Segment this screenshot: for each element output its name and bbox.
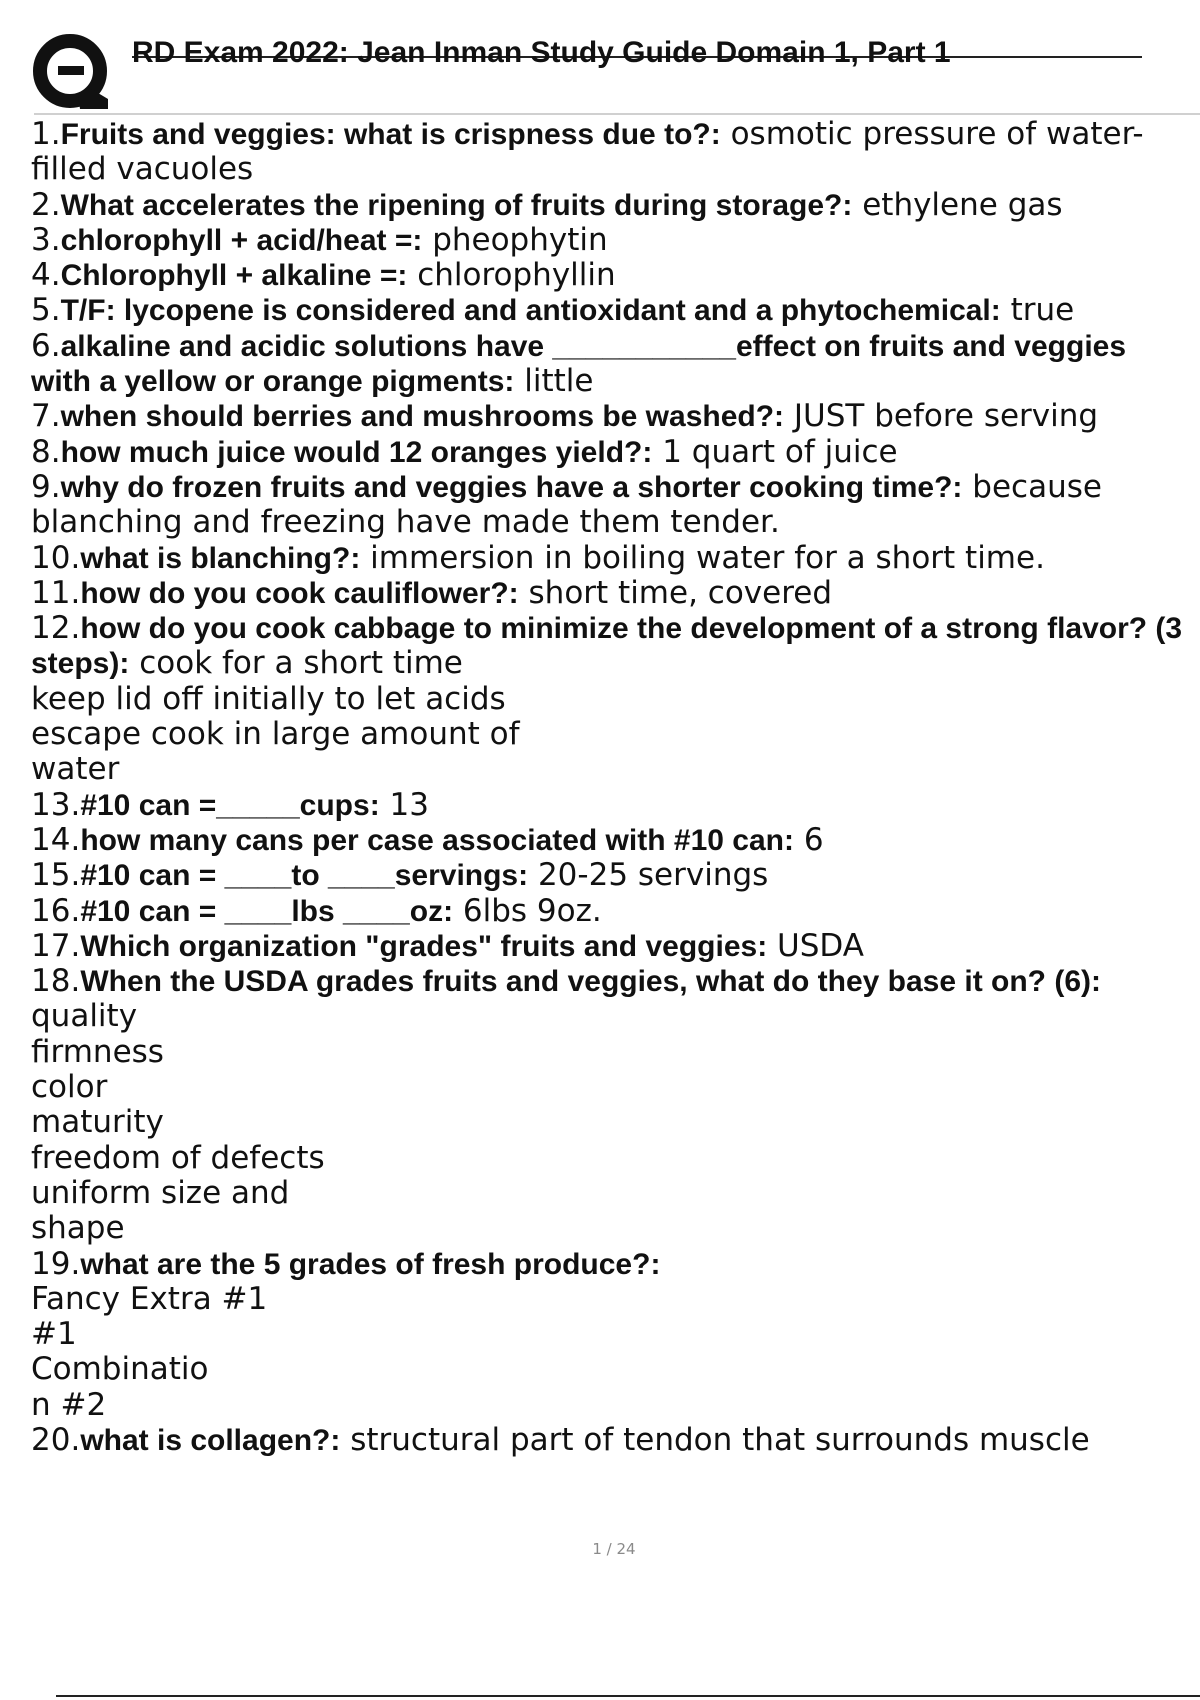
- question-item-10: [31, 541, 1191, 576]
- item-question: what is collagen?:: [80, 1423, 341, 1457]
- item-number: 7.: [31, 398, 61, 435]
- item-number: 3.: [31, 221, 61, 258]
- answer-line: #1: [31, 1316, 77, 1353]
- item-number: 14.: [31, 821, 81, 858]
- item-number: 19.: [31, 1245, 81, 1282]
- item-answer: structural part of tendon that surrounds muscle: [340, 1421, 1090, 1458]
- item-number: 15.: [31, 857, 81, 894]
- q-logo-icon: [32, 33, 112, 109]
- answer-line: water: [31, 751, 120, 788]
- item-question: alkaline and acidic solutions have ___________effect on fruits and veggies with a yellow or orange pigments:: [31, 329, 1127, 399]
- item-question: why do frozen fruits and veggies have a shorter cooking time?:: [60, 470, 963, 504]
- question-item-6: [31, 329, 1191, 400]
- item-question: how much juice would 12 oranges yield?:: [60, 435, 653, 469]
- item-question: Fruits and veggies: what is crispness due to?:: [60, 118, 721, 151]
- item-number: 20.: [31, 1421, 81, 1458]
- item-number: 6.: [31, 327, 61, 364]
- item-answer: immersion in boiling water for a short time.: [360, 539, 1045, 576]
- item-number: 8.: [31, 433, 61, 470]
- answer-line: keep lid off initially to let acids: [31, 680, 506, 717]
- item-number: 1.: [31, 116, 61, 152]
- item-number: 18.: [31, 963, 81, 1000]
- item-answer: short time, covered: [518, 574, 833, 611]
- item-question: T/F: lycopene is considered and antioxidant and a phytochemical:: [60, 294, 1001, 328]
- item-answer: 6: [793, 821, 824, 858]
- item-number: 13.: [31, 786, 81, 823]
- question-item-7: [31, 399, 1191, 434]
- answer-line: maturity: [31, 1104, 164, 1141]
- header-divider: [34, 113, 1200, 115]
- page-number: 1 / 24: [592, 1540, 636, 1558]
- item-number: 12.: [31, 610, 81, 647]
- question-item-17: [31, 929, 1191, 964]
- item-question: #10 can = ____to ____servings:: [80, 859, 529, 893]
- item-answer: because blanching and freezing have made them tender.: [31, 468, 1102, 541]
- item-answer: USDA: [767, 927, 864, 964]
- question-item-15: [31, 858, 1191, 893]
- item-answer: JUST before serving: [784, 398, 1099, 435]
- item-question: what are the 5 grades of fresh produce?:: [80, 1247, 661, 1281]
- question-item-3: [31, 223, 1191, 258]
- question-item-14: [31, 823, 1191, 858]
- item-answer: true: [1000, 292, 1075, 329]
- item-question: #10 can = ____lbs ____oz:: [80, 894, 454, 928]
- item-question: When the USDA grades fruits and veggies, what do they base it on? (6):: [80, 965, 1101, 999]
- question-item-13: [31, 788, 1191, 823]
- item-question: What accelerates the ripening of fruits during storage?:: [60, 188, 853, 222]
- item-question: how do you cook cauliflower?:: [80, 576, 519, 610]
- item-number: 9.: [31, 468, 61, 505]
- item-question: how many cans per case associated with #10 can:: [80, 823, 794, 857]
- answer-line: color: [31, 1069, 108, 1106]
- item-answer: ethylene gas: [852, 186, 1063, 223]
- question-item-5: [31, 293, 1191, 328]
- question-item-4: [31, 258, 1191, 293]
- item-question: chlorophyll + acid/heat =:: [60, 223, 423, 257]
- question-item-16: [31, 894, 1191, 929]
- item-question: when should berries and mushrooms be washed?:: [60, 400, 785, 434]
- question-item-20: [31, 1423, 1191, 1458]
- item-question: #10 can =_____cups:: [80, 788, 380, 822]
- item-question: how do you cook cabbage to minimize the development of a strong flavor? (3 steps):: [31, 612, 1183, 681]
- question-list: [31, 117, 1191, 1458]
- question-item-9: [31, 470, 1191, 541]
- item-answer: chlorophyllin: [407, 257, 616, 294]
- item-question: Which organization "grades" fruits and veggies:: [80, 929, 768, 963]
- question-item-11: [31, 576, 1191, 611]
- question-item-1: [31, 117, 1191, 188]
- item-answer: 20-25 servings: [528, 857, 769, 894]
- item-number: 2.: [31, 186, 61, 223]
- item-number: 5.: [31, 292, 61, 329]
- answer-line: uniform size and: [31, 1174, 290, 1211]
- item-answer: 1 quart of juice: [652, 433, 898, 470]
- answer-line: quality: [31, 998, 138, 1035]
- answer-line: n #2: [31, 1386, 107, 1423]
- question-item-8: [31, 435, 1191, 470]
- answer-line: freedom of defects: [31, 1139, 325, 1176]
- bottom-divider: [56, 1695, 1200, 1697]
- item-question: what is blanching?:: [80, 541, 361, 575]
- question-item-12: [31, 611, 1191, 787]
- answer-line: firmness: [31, 1033, 164, 1070]
- answer-line: shape: [31, 1210, 125, 1247]
- item-number: 10.: [31, 539, 81, 576]
- item-question: Chlorophyll + alkaline =:: [60, 259, 408, 293]
- item-number: 17.: [31, 927, 81, 964]
- question-item-18: [31, 964, 1191, 1246]
- answer-line: escape cook in large amount of: [31, 716, 520, 753]
- item-answer: little: [514, 363, 594, 400]
- question-item-2: [31, 188, 1191, 223]
- item-answer: 13: [379, 786, 429, 823]
- item-answer: osmotic pressure of water-filled vacuoles: [31, 116, 1144, 188]
- item-answer: pheophytin: [422, 221, 608, 258]
- item-number: 11.: [31, 574, 81, 611]
- item-answer: cook for a short time: [129, 645, 463, 682]
- document-title: RD Exam 2022: Jean Inman Study Guide Domain 1, Part 1: [132, 36, 951, 69]
- answer-line: Fancy Extra #1: [31, 1280, 268, 1317]
- answer-line: Combinatio: [31, 1351, 209, 1388]
- item-number: 4.: [31, 257, 61, 294]
- question-item-19: [31, 1247, 1191, 1423]
- item-answer: 6lbs 9oz.: [453, 892, 602, 929]
- item-number: 16.: [31, 892, 81, 929]
